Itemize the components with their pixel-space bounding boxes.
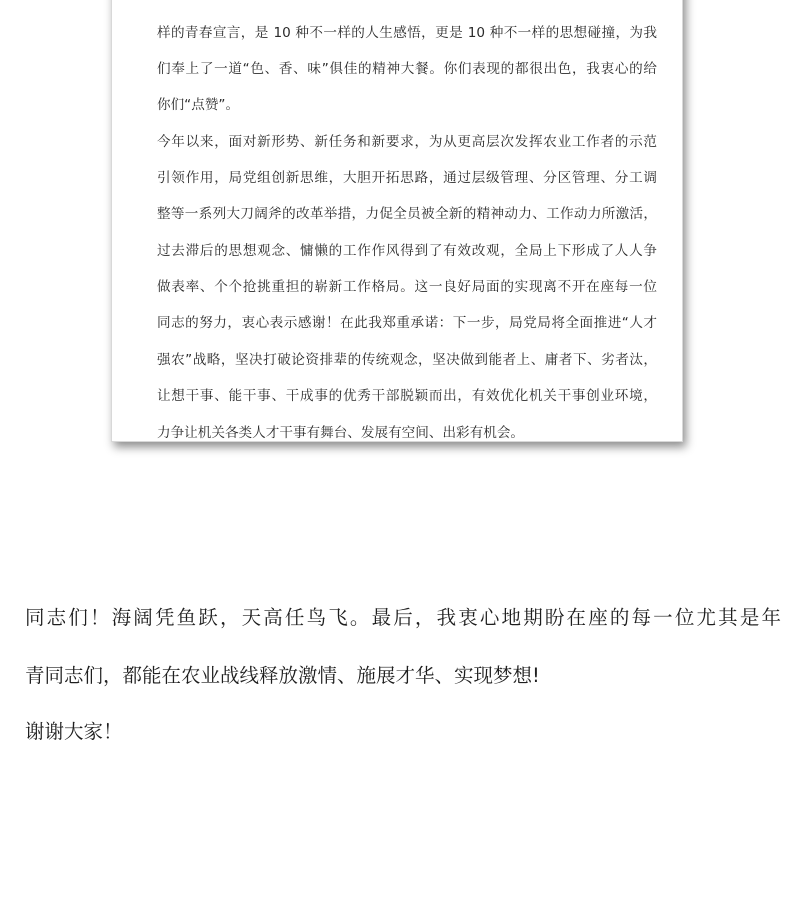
doc-line-5: 引领作用，局党组创新思维，大胆开拓思路，通过层级管理、分区管理、分工调 — [157, 170, 657, 186]
closing-paragraph-line-2: 青同志们，都能在农业战线释放激情、施展才华、实现梦想! — [25, 664, 540, 687]
thanks-line: 谢谢大家！ — [25, 720, 123, 743]
doc-line-3: 你们“点赞”。 — [157, 97, 240, 113]
doc-line-9: 同志的努力，衷心表示感谢！在此我郑重承诺：下一步，局党局将全面推进“人才 — [157, 315, 657, 331]
doc-line-12: 力争让机关各类人才干事有舞台、发展有空间、出彩有机会。 — [157, 425, 525, 441]
closing-paragraph-line-1: 同志们！海阔凭鱼跃，天高任鸟飞。最后，我衷心地期盼在座的每一位尤其是年 — [25, 606, 781, 629]
doc-line-8: 做表率、个个抢挑重担的崭新工作格局。这一良好局面的实现离不开在座每一位 — [157, 279, 657, 295]
document-page-preview — [111, 0, 683, 442]
doc-line-6: 整等一系列大刀阔斧的改革举措，力促全员被全新的精神动力、工作动力所激活， — [157, 206, 657, 222]
doc-line-7: 过去滞后的思想观念、慵懒的工作作风得到了有效改观，全局上下形成了人人争 — [157, 243, 657, 259]
doc-line-2: 们奉上了一道“色、香、味”俱佳的精神大餐。你们表现的都很出色，我衷心的给 — [157, 61, 657, 77]
doc-line-10: 强农”战略，坚决打破论资排辈的传统观念，坚决做到能者上、庸者下、劣者汰， — [157, 352, 657, 368]
doc-line-11: 让想干事、能干事、干成事的优秀干部脱颖而出，有效优化机关干事创业环境， — [157, 388, 657, 404]
doc-line-4: 今年以来，面对新形势、新任务和新要求，为从更高层次发挥农业工作者的示范 — [157, 134, 657, 150]
doc-line-1: 样的青春宣言，是 10 种不一样的人生感悟，更是 10 种不一样的思想碰撞，为我 — [157, 25, 657, 41]
